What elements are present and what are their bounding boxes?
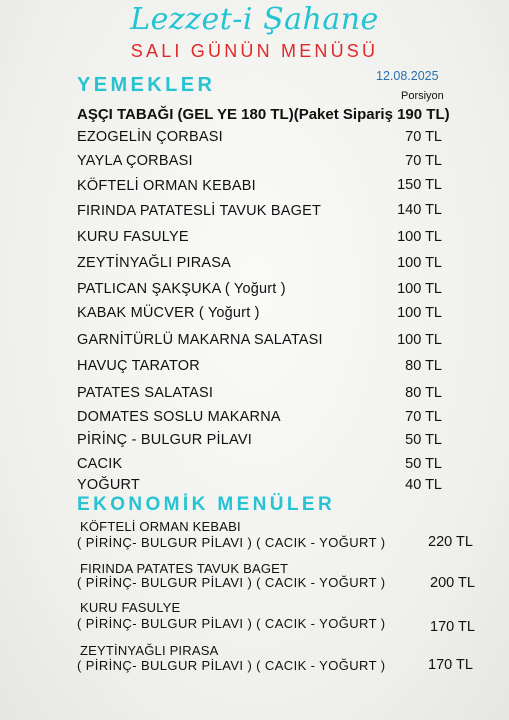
menu-item-name: GARNİTÜRLÜ MAKARNA SALATASI: [77, 332, 323, 348]
ekonomik-item-price: 220 TL: [428, 534, 473, 550]
porsiyon-label: Porsiyon: [401, 90, 444, 102]
menu-item-name: FIRINDA PATATESLİ TAVUK BAGET: [77, 203, 322, 219]
menu-item-price: 80 TL: [405, 385, 442, 401]
menu-item-price: 70 TL: [405, 153, 442, 169]
ekonomik-item-sides: ( PİRİNÇ- BULGUR PİLAVI ) ( CACIK - YOĞURT ): [77, 575, 386, 590]
ekonomik-item-price: 170 TL: [428, 657, 473, 673]
menu-item-price: 100 TL: [397, 281, 442, 297]
menu-item-name: EZOGELİN ÇORBASI: [77, 129, 223, 145]
section-title-ekonomik: EKONOMİK MENÜLER: [77, 494, 336, 515]
restaurant-logo: Lezzet-i Şahane: [130, 2, 379, 37]
menu-item-price: 100 TL: [397, 305, 442, 321]
menu-item-price: 70 TL: [405, 409, 442, 425]
menu-item-price: 50 TL: [405, 432, 442, 448]
menu-item-price: 100 TL: [397, 332, 442, 348]
menu-item-price: 150 TL: [397, 177, 442, 193]
menu-date: 12.08.2025: [376, 69, 439, 83]
menu-item-name: DOMATES SOSLU MAKARNA: [77, 409, 281, 425]
asci-tabagi-line: AŞÇI TABAĞI (GEL YE 180 TL)(Paket Sipariş 190 TL): [77, 106, 450, 123]
menu-item-name: YAYLA ÇORBASI: [77, 153, 193, 169]
menu-item-price: 140 TL: [397, 202, 442, 218]
ekonomik-item-sides: ( PİRİNÇ- BULGUR PİLAVI ) ( CACIK - YOĞURT ): [77, 535, 386, 550]
menu-item-price: 50 TL: [405, 456, 442, 472]
menu-item-price: 80 TL: [405, 358, 442, 374]
menu-item-price: 70 TL: [405, 129, 442, 145]
ekonomik-item-sides: ( PİRİNÇ- BULGUR PİLAVI ) ( CACIK - YOĞURT ): [77, 616, 386, 631]
menu-item-name: ZEYTİNYAĞLI PIRASA: [77, 255, 232, 271]
menu-item-name: YOĞURT: [77, 477, 140, 493]
ekonomik-item-title: ZEYTİNYAĞLI PIRASA: [80, 643, 219, 658]
ekonomik-item-price: 200 TL: [430, 575, 475, 591]
menu-item-name: PATATES SALATASI: [77, 385, 214, 401]
menu-item-name: KÖFTELİ ORMAN KEBABI: [77, 178, 256, 194]
menu-item-name: CACIK: [77, 456, 123, 472]
menu-item-price: 100 TL: [397, 229, 442, 245]
ekonomik-item-title: KURU FASULYE: [80, 600, 181, 615]
ekonomik-item-sides: ( PİRİNÇ- BULGUR PİLAVI ) ( CACIK - YOĞURT ): [77, 658, 386, 673]
menu-item-price: 40 TL: [405, 477, 442, 493]
menu-item-name: PATLICAN ŞAKŞUKA ( Yoğurt ): [77, 281, 286, 297]
menu-item-name: PİRİNÇ - BULGUR PİLAVI: [77, 432, 252, 448]
section-title-yemekler: YEMEKLER: [77, 74, 216, 96]
ekonomik-item-title: FIRINDA PATATES TAVUK BAGET: [80, 561, 289, 576]
ekonomik-item-price: 170 TL: [430, 619, 475, 635]
menu-item-price: 100 TL: [397, 255, 442, 271]
menu-item-name: KURU FASULYE: [77, 229, 189, 245]
menu-item-name: HAVUÇ TARATOR: [77, 358, 200, 374]
menu-subtitle: SALI GÜNÜN MENÜSÜ: [130, 41, 379, 61]
ekonomik-item-title: KÖFTELİ ORMAN KEBABI: [80, 519, 241, 534]
menu-item-name: KABAK MÜCVER ( Yoğurt ): [77, 305, 260, 321]
